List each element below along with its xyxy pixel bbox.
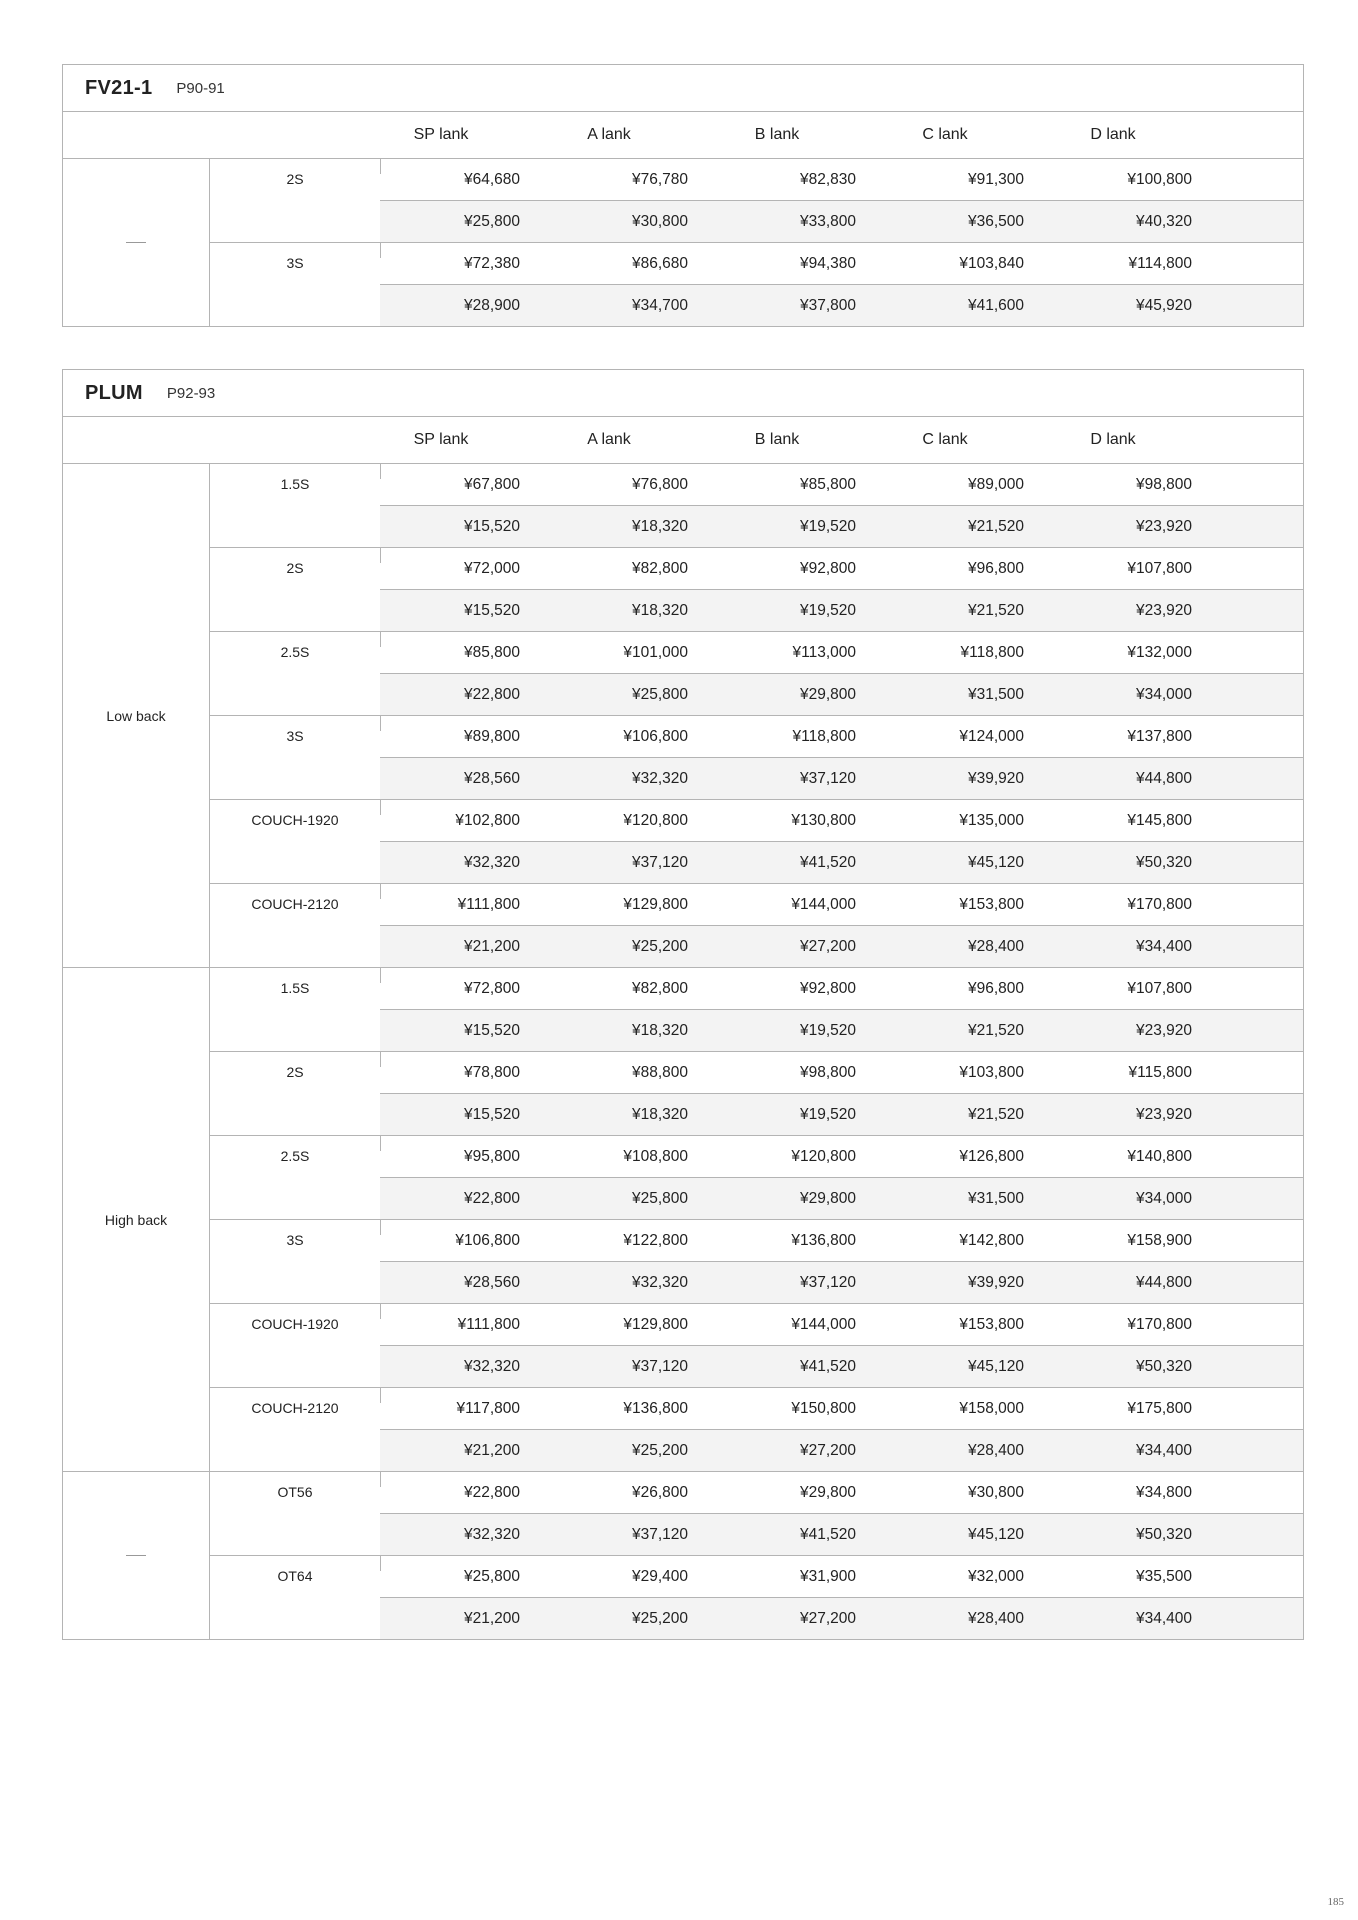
price-cell: ¥92,800 bbox=[799, 979, 856, 997]
price-cell: ¥106,800 bbox=[455, 1231, 520, 1249]
price-cell: ¥118,800 bbox=[960, 643, 1024, 661]
price-cell: ¥27,200 bbox=[799, 1609, 856, 1627]
price-cell: ¥41,520 bbox=[799, 1525, 856, 1543]
price-cell: ¥29,800 bbox=[799, 1483, 856, 1501]
option-price-row bbox=[380, 284, 1303, 326]
price-cell: ¥18,320 bbox=[631, 1021, 688, 1039]
price-cell: ¥25,200 bbox=[631, 1609, 688, 1627]
price-cell: ¥78,800 bbox=[463, 1063, 520, 1081]
product-name: PLUM bbox=[85, 381, 143, 404]
price-cell: ¥88,800 bbox=[631, 1063, 688, 1081]
price-cell: ¥76,780 bbox=[631, 170, 688, 188]
price-row bbox=[380, 968, 1303, 1009]
price-cell: ¥28,560 bbox=[463, 1273, 520, 1291]
price-row bbox=[380, 884, 1303, 925]
price-cell: ¥37,120 bbox=[799, 769, 856, 787]
model-name: COUCH-1920 bbox=[251, 812, 339, 828]
price-cell: ¥72,000 bbox=[463, 559, 520, 577]
price-cell: ¥25,800 bbox=[463, 1567, 520, 1585]
page-number: 185 bbox=[1327, 1896, 1344, 1908]
price-cell: ¥32,320 bbox=[463, 853, 520, 871]
price-cell: ¥23,920 bbox=[1135, 1105, 1192, 1123]
price-cell: ¥85,800 bbox=[799, 475, 856, 493]
model-name: 1.5S bbox=[280, 980, 310, 996]
price-cell: ¥27,200 bbox=[799, 1441, 856, 1459]
price-cell: ¥25,800 bbox=[463, 212, 520, 230]
model-block bbox=[210, 1388, 1303, 1471]
dash-mark bbox=[126, 242, 146, 243]
price-cell: ¥82,800 bbox=[631, 559, 688, 577]
price-cell: ¥72,800 bbox=[463, 979, 520, 997]
price-cell: ¥21,520 bbox=[967, 517, 1024, 535]
price-cell: ¥89,000 bbox=[967, 475, 1024, 493]
price-cell: ¥21,200 bbox=[463, 937, 520, 955]
price-cell: ¥45,120 bbox=[967, 853, 1024, 871]
model-name: 2S bbox=[286, 560, 304, 576]
model-block bbox=[210, 1220, 1303, 1304]
price-cell: ¥34,000 bbox=[1135, 1189, 1192, 1207]
price-cell: ¥21,520 bbox=[967, 1105, 1024, 1123]
price-cell: ¥126,800 bbox=[959, 1147, 1024, 1165]
price-cell: ¥158,900 bbox=[1127, 1231, 1192, 1249]
price-cell: ¥129,800 bbox=[623, 1315, 688, 1333]
product-group bbox=[63, 1472, 1303, 1639]
price-cell: ¥21,200 bbox=[463, 1441, 520, 1459]
price-cell: ¥39,920 bbox=[967, 769, 1024, 787]
model-block bbox=[210, 548, 1303, 632]
price-cell: ¥114,800 bbox=[1128, 254, 1192, 272]
price-cell: ¥137,800 bbox=[1127, 727, 1192, 745]
price-cell: ¥34,800 bbox=[1135, 1483, 1192, 1501]
model-block bbox=[210, 800, 1303, 884]
price-cell: ¥35,500 bbox=[1135, 1567, 1192, 1585]
price-cell: ¥37,120 bbox=[631, 853, 688, 871]
price-row bbox=[380, 632, 1303, 673]
option-price-row bbox=[380, 505, 1303, 547]
price-cell: ¥25,200 bbox=[631, 1441, 688, 1459]
group-label bbox=[63, 464, 210, 967]
price-cell: ¥50,320 bbox=[1135, 1357, 1192, 1375]
price-cell: ¥130,800 bbox=[791, 811, 856, 829]
model-block bbox=[210, 1304, 1303, 1388]
rank-header: SP lank bbox=[413, 431, 469, 448]
model-price-rows bbox=[380, 1052, 1303, 1135]
price-cell: ¥153,800 bbox=[959, 1315, 1024, 1333]
price-cell: ¥103,800 bbox=[959, 1063, 1024, 1081]
rank-header-row bbox=[63, 417, 1303, 464]
price-cell: ¥122,800 bbox=[623, 1231, 688, 1249]
price-row bbox=[380, 800, 1303, 841]
rank-header: B lank bbox=[754, 126, 800, 143]
price-cell: ¥34,700 bbox=[631, 296, 688, 314]
model-price-rows bbox=[380, 548, 1303, 631]
price-cell: ¥15,520 bbox=[463, 1105, 520, 1123]
model-price-rows bbox=[380, 968, 1303, 1051]
price-cell: ¥15,520 bbox=[463, 601, 520, 619]
price-cell: ¥29,800 bbox=[799, 1189, 856, 1207]
model-block bbox=[210, 968, 1303, 1052]
price-cell: ¥142,800 bbox=[959, 1231, 1024, 1249]
group-label-text: High back bbox=[104, 1211, 168, 1228]
model-block bbox=[210, 1052, 1303, 1136]
price-cell: ¥67,800 bbox=[463, 475, 520, 493]
option-price-row bbox=[380, 1597, 1303, 1639]
model-price-rows bbox=[380, 1556, 1303, 1639]
price-cell: ¥86,680 bbox=[631, 254, 688, 272]
price-cell: ¥28,400 bbox=[967, 937, 1024, 955]
price-cell: ¥107,800 bbox=[1127, 979, 1192, 997]
model-block bbox=[210, 1136, 1303, 1220]
group-label-text: Low back bbox=[106, 707, 166, 724]
model-price-rows bbox=[380, 884, 1303, 967]
group-label bbox=[63, 159, 210, 326]
price-cell: ¥18,320 bbox=[631, 517, 688, 535]
price-cell: ¥95,800 bbox=[463, 1147, 520, 1165]
price-cell: ¥144,000 bbox=[791, 895, 856, 913]
price-table bbox=[62, 64, 1304, 327]
price-cell: ¥33,800 bbox=[799, 212, 856, 230]
price-cell: ¥96,800 bbox=[967, 559, 1024, 577]
price-cell: ¥18,320 bbox=[631, 601, 688, 619]
model-name: 3S bbox=[286, 728, 304, 744]
price-cell: ¥120,800 bbox=[623, 811, 688, 829]
model-name: 1.5S bbox=[280, 476, 310, 492]
price-cell: ¥23,920 bbox=[1135, 517, 1192, 535]
price-cell: ¥27,200 bbox=[799, 937, 856, 955]
price-cell: ¥135,000 bbox=[959, 811, 1024, 829]
model-name: COUCH-1920 bbox=[251, 1316, 339, 1332]
price-cell: ¥21,520 bbox=[967, 1021, 1024, 1039]
rank-header: SP lank bbox=[413, 126, 469, 143]
price-cell: ¥26,800 bbox=[631, 1483, 688, 1501]
model-price-rows bbox=[380, 464, 1303, 547]
model-block bbox=[210, 716, 1303, 800]
price-cell: ¥34,400 bbox=[1135, 937, 1192, 955]
price-cell: ¥25,800 bbox=[631, 685, 688, 703]
price-cell: ¥21,200 bbox=[463, 1609, 520, 1627]
model-name: OT56 bbox=[277, 1484, 313, 1500]
price-cell: ¥45,920 bbox=[1135, 296, 1192, 314]
price-cell: ¥175,800 bbox=[1127, 1399, 1192, 1417]
model-block bbox=[210, 243, 1303, 326]
option-price-row bbox=[380, 1177, 1303, 1219]
price-row bbox=[380, 716, 1303, 757]
price-cell: ¥44,800 bbox=[1135, 769, 1192, 787]
price-cell: ¥37,120 bbox=[631, 1525, 688, 1543]
price-row bbox=[380, 1220, 1303, 1261]
price-cell: ¥89,800 bbox=[463, 727, 520, 745]
product-name: FV21-1 bbox=[85, 76, 153, 99]
price-cell: ¥153,800 bbox=[959, 895, 1024, 913]
price-row bbox=[380, 1136, 1303, 1177]
price-cell: ¥22,800 bbox=[463, 1189, 520, 1207]
model-block bbox=[210, 1472, 1303, 1556]
option-price-row bbox=[380, 1513, 1303, 1555]
price-row bbox=[380, 1052, 1303, 1093]
price-cell: ¥18,320 bbox=[631, 1105, 688, 1123]
model-price-rows bbox=[380, 1136, 1303, 1219]
dash-mark bbox=[126, 1555, 146, 1556]
price-cell: ¥118,800 bbox=[792, 727, 856, 745]
price-cell: ¥120,800 bbox=[791, 1147, 856, 1165]
price-cell: ¥41,520 bbox=[799, 853, 856, 871]
model-block bbox=[210, 159, 1303, 243]
group-body bbox=[210, 464, 1303, 967]
price-cell: ¥19,520 bbox=[799, 517, 856, 535]
group-body bbox=[210, 1472, 1303, 1639]
group-label bbox=[63, 1472, 210, 1639]
price-cell: ¥94,380 bbox=[799, 254, 856, 272]
price-cell: ¥136,800 bbox=[623, 1399, 688, 1417]
price-cell: ¥30,800 bbox=[967, 1483, 1024, 1501]
price-row bbox=[380, 1556, 1303, 1597]
price-cell: ¥28,400 bbox=[967, 1441, 1024, 1459]
price-cell: ¥31,500 bbox=[967, 685, 1024, 703]
price-cell: ¥32,320 bbox=[631, 1273, 688, 1291]
price-cell: ¥45,120 bbox=[967, 1357, 1024, 1375]
price-cell: ¥144,000 bbox=[791, 1315, 856, 1333]
price-cell: ¥15,520 bbox=[463, 517, 520, 535]
price-cell: ¥140,800 bbox=[1127, 1147, 1192, 1165]
model-name: OT64 bbox=[277, 1568, 313, 1584]
rank-header: C lank bbox=[922, 431, 968, 448]
price-cell: ¥29,800 bbox=[799, 685, 856, 703]
option-price-row bbox=[380, 673, 1303, 715]
option-price-row bbox=[380, 841, 1303, 883]
model-name: 2S bbox=[286, 171, 304, 187]
model-block bbox=[210, 632, 1303, 716]
price-cell: ¥85,800 bbox=[463, 643, 520, 661]
price-cell: ¥45,120 bbox=[967, 1525, 1024, 1543]
price-cell: ¥106,800 bbox=[623, 727, 688, 745]
product-group bbox=[63, 968, 1303, 1472]
price-cell: ¥145,800 bbox=[1127, 811, 1192, 829]
option-price-row bbox=[380, 1093, 1303, 1135]
price-row bbox=[380, 243, 1303, 284]
price-row bbox=[380, 548, 1303, 589]
price-cell: ¥64,680 bbox=[463, 170, 520, 188]
model-name: 2S bbox=[286, 1064, 304, 1080]
option-price-row bbox=[380, 757, 1303, 799]
model-name: 3S bbox=[286, 1232, 304, 1248]
model-price-rows bbox=[380, 716, 1303, 799]
price-cell: ¥124,000 bbox=[959, 727, 1024, 745]
product-group bbox=[63, 159, 1303, 326]
price-cell: ¥32,320 bbox=[463, 1357, 520, 1375]
price-cell: ¥96,800 bbox=[967, 979, 1024, 997]
model-block bbox=[210, 884, 1303, 967]
option-price-row bbox=[380, 589, 1303, 631]
price-cell: ¥34,400 bbox=[1135, 1609, 1192, 1627]
price-cell: ¥102,800 bbox=[455, 811, 520, 829]
model-price-rows bbox=[380, 1388, 1303, 1471]
product-group bbox=[63, 464, 1303, 968]
price-cell: ¥28,900 bbox=[463, 296, 520, 314]
price-cell: ¥113,000 bbox=[792, 643, 856, 661]
price-cell: ¥136,800 bbox=[791, 1231, 856, 1249]
price-cell: ¥39,920 bbox=[967, 1273, 1024, 1291]
model-price-rows bbox=[380, 159, 1303, 242]
model-price-rows bbox=[380, 1304, 1303, 1387]
price-cell: ¥30,800 bbox=[631, 212, 688, 230]
price-cell: ¥98,800 bbox=[799, 1063, 856, 1081]
rank-header: B lank bbox=[754, 431, 800, 448]
model-name: 2.5S bbox=[280, 644, 310, 660]
price-row bbox=[380, 1304, 1303, 1345]
model-name: COUCH-2120 bbox=[251, 1400, 339, 1416]
price-cell: ¥22,800 bbox=[463, 1483, 520, 1501]
price-cell: ¥91,300 bbox=[967, 170, 1024, 188]
price-cell: ¥82,830 bbox=[799, 170, 856, 188]
price-cell: ¥25,800 bbox=[631, 1189, 688, 1207]
price-cell: ¥19,520 bbox=[799, 1105, 856, 1123]
price-cell: ¥111,800 bbox=[457, 1315, 520, 1333]
price-cell: ¥19,520 bbox=[799, 1021, 856, 1039]
price-cell: ¥129,800 bbox=[623, 895, 688, 913]
price-cell: ¥31,900 bbox=[799, 1567, 856, 1585]
price-cell: ¥98,800 bbox=[1135, 475, 1192, 493]
price-row bbox=[380, 1472, 1303, 1513]
option-price-row bbox=[380, 1009, 1303, 1051]
price-cell: ¥36,500 bbox=[967, 212, 1024, 230]
price-cell: ¥44,800 bbox=[1135, 1273, 1192, 1291]
price-row bbox=[380, 1388, 1303, 1429]
price-cell: ¥40,320 bbox=[1135, 212, 1192, 230]
price-cell: ¥41,520 bbox=[799, 1357, 856, 1375]
price-table bbox=[62, 369, 1304, 1640]
price-row bbox=[380, 464, 1303, 505]
price-cell: ¥28,400 bbox=[967, 1609, 1024, 1627]
rank-header: C lank bbox=[922, 126, 968, 143]
price-cell: ¥100,800 bbox=[1127, 170, 1192, 188]
price-cell: ¥23,920 bbox=[1135, 601, 1192, 619]
price-cell: ¥32,320 bbox=[631, 769, 688, 787]
price-cell: ¥37,800 bbox=[799, 296, 856, 314]
price-cell: ¥29,400 bbox=[631, 1567, 688, 1585]
price-row bbox=[380, 159, 1303, 200]
option-price-row bbox=[380, 200, 1303, 242]
price-cell: ¥34,000 bbox=[1135, 685, 1192, 703]
model-name: 2.5S bbox=[280, 1148, 310, 1164]
price-cell: ¥115,800 bbox=[1128, 1063, 1192, 1081]
catalog-pages: P92-93 bbox=[166, 384, 216, 402]
price-cell: ¥22,800 bbox=[463, 685, 520, 703]
model-price-rows bbox=[380, 1220, 1303, 1303]
price-cell: ¥92,800 bbox=[799, 559, 856, 577]
rank-header: D lank bbox=[1090, 126, 1136, 143]
model-price-rows bbox=[380, 632, 1303, 715]
group-body bbox=[210, 159, 1303, 326]
group-label bbox=[63, 968, 210, 1471]
price-cell: ¥15,520 bbox=[463, 1021, 520, 1039]
option-price-row bbox=[380, 1429, 1303, 1471]
price-cell: ¥50,320 bbox=[1135, 853, 1192, 871]
option-price-row bbox=[380, 1261, 1303, 1303]
price-cell: ¥111,800 bbox=[457, 895, 520, 913]
option-price-row bbox=[380, 1345, 1303, 1387]
price-cell: ¥107,800 bbox=[1127, 559, 1192, 577]
option-price-row bbox=[380, 925, 1303, 967]
price-cell: ¥72,380 bbox=[463, 254, 520, 272]
price-cell: ¥150,800 bbox=[791, 1399, 856, 1417]
rank-header: A lank bbox=[587, 431, 631, 448]
model-block bbox=[210, 1556, 1303, 1639]
price-cell: ¥37,120 bbox=[631, 1357, 688, 1375]
model-price-rows bbox=[380, 1472, 1303, 1555]
price-cell: ¥132,000 bbox=[1127, 643, 1192, 661]
model-price-rows bbox=[380, 800, 1303, 883]
price-cell: ¥21,520 bbox=[967, 601, 1024, 619]
price-cell: ¥103,840 bbox=[959, 254, 1024, 272]
price-cell: ¥158,000 bbox=[959, 1399, 1024, 1417]
price-cell: ¥19,520 bbox=[799, 601, 856, 619]
price-cell: ¥170,800 bbox=[1127, 1315, 1192, 1333]
price-cell: ¥101,000 bbox=[623, 643, 688, 661]
price-cell: ¥32,000 bbox=[967, 1567, 1024, 1585]
price-cell: ¥41,600 bbox=[967, 296, 1024, 314]
price-cell: ¥28,560 bbox=[463, 769, 520, 787]
price-cell: ¥23,920 bbox=[1135, 1021, 1192, 1039]
price-cell: ¥34,400 bbox=[1135, 1441, 1192, 1459]
price-cell: ¥25,200 bbox=[631, 937, 688, 955]
model-block bbox=[210, 464, 1303, 548]
model-price-rows bbox=[380, 243, 1303, 326]
group-body bbox=[210, 968, 1303, 1471]
rank-header: D lank bbox=[1090, 431, 1136, 448]
price-cell: ¥31,500 bbox=[967, 1189, 1024, 1207]
price-cell: ¥37,120 bbox=[799, 1273, 856, 1291]
model-name: COUCH-2120 bbox=[251, 896, 339, 912]
catalog-pages: P90-91 bbox=[176, 79, 225, 97]
model-name: 3S bbox=[286, 255, 304, 271]
table-title-row bbox=[63, 65, 1303, 112]
price-cell: ¥32,320 bbox=[463, 1525, 520, 1543]
price-cell: ¥50,320 bbox=[1135, 1525, 1192, 1543]
price-cell: ¥82,800 bbox=[631, 979, 688, 997]
price-cell: ¥108,800 bbox=[623, 1147, 688, 1165]
rank-header: A lank bbox=[587, 126, 631, 143]
table-title-row bbox=[63, 370, 1303, 417]
price-cell: ¥117,800 bbox=[456, 1399, 520, 1417]
price-cell: ¥170,800 bbox=[1127, 895, 1192, 913]
rank-header-row bbox=[63, 112, 1303, 159]
price-cell: ¥76,800 bbox=[631, 475, 688, 493]
